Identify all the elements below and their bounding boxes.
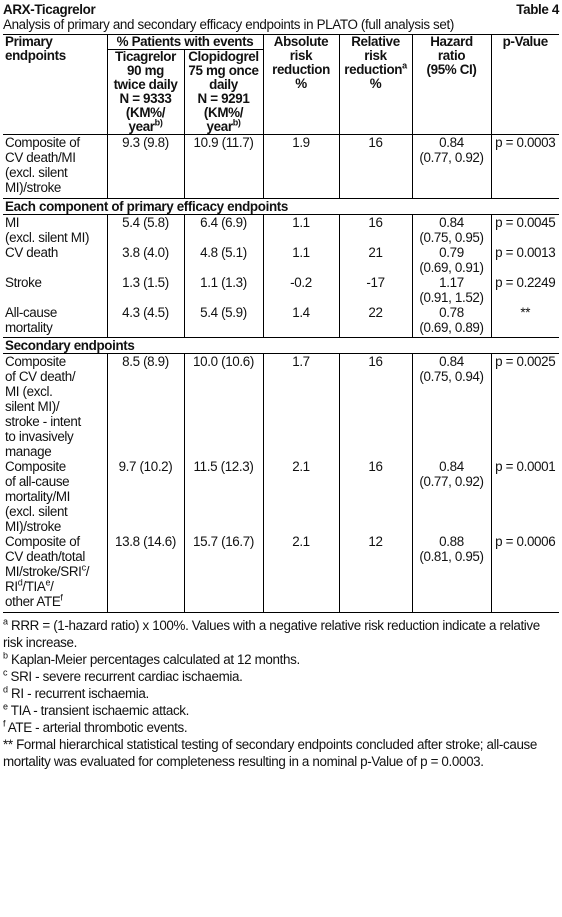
clopidogrel-cell: 10.9 (11.7) (184, 135, 263, 199)
rrr-cell: 16 (339, 459, 412, 534)
p-value-cell: ** (491, 305, 559, 338)
p-value-cell: p = 0.0001 (491, 459, 559, 534)
p-value-cell: p = 0.0025 (491, 354, 559, 460)
table-row (3, 245, 559, 275)
endpoint-cell: Composite of CV death/MI (excl. silent MI)/stroke (5, 135, 80, 195)
arr-cell: 2.1 (263, 534, 339, 613)
rrr-cell: 12 (339, 534, 412, 613)
section-heading-secondary: Secondary endpoints (3, 338, 559, 354)
endpoint-cell: Composite of CV death/ MI (excl. silent MI)/ stroke - intent to invasively manage (5, 354, 81, 459)
footnote: $^b$ Kaplan-Meier percentages calculated at 12 months. (3, 650, 300, 667)
table-caption: Analysis of primary and secondary efficacy endpoints in PLATO (full analysis set) (3, 17, 454, 32)
footnote: $^e$ TIA - transient ischaemic attack. (3, 701, 190, 718)
footnote: $^a$ RRR = (1-hazard ratio) x 100%. Values with a negative relative risk reduction indicate a relative risk increase. (3, 616, 540, 650)
hazard-ratio-cell: 0.84 (0.77, 0.92) (412, 459, 491, 534)
clopidogrel-cell: 1.1 (1.3) (184, 275, 263, 305)
section-heading-components: Each component of primary efficacy endpoints (3, 199, 559, 215)
clopidogrel-cell: 5.4 (5.9) (184, 305, 263, 338)
hazard-ratio-cell: 0.84 (0.75, 0.95) (412, 215, 491, 246)
table-row (3, 354, 559, 460)
hazard-ratio-cell: 0.84 (0.75, 0.94) (412, 354, 491, 460)
clopidogrel-cell: 15.7 (16.7) (184, 534, 263, 613)
rrr-cell: 22 (339, 305, 412, 338)
table-row (3, 459, 559, 534)
footnotes (3, 617, 559, 770)
col-header-hazard-ratio: Hazard ratio (95% CI) (412, 35, 491, 135)
arr-cell: 1.7 (263, 354, 339, 460)
footnote: ** Formal hierarchical statistical testing of secondary endpoints concluded after stroke; all-cause mortality was evaluated for completeness resulting in a nominal p-Value of p = 0.0003. (3, 737, 537, 769)
hazard-ratio-cell: 0.88 (0.81, 0.95) (412, 534, 491, 613)
rrr-cell: 16 (339, 215, 412, 246)
col-header-ticagrelor: Ticagrelor 90 mg twice daily N = 9333 (KM%/ year$^{b)}$ (107, 50, 184, 135)
arr-cell: 1.9 (263, 135, 339, 199)
endpoint-cell: All-cause mortality (5, 305, 57, 335)
endpoint-cell: CV death (5, 245, 59, 260)
hazard-ratio-cell: 1.17 (0.91, 1.52) (412, 275, 491, 305)
ticagrelor-cell: 5.4 (5.8) (107, 215, 184, 246)
footnote: $^d$ RI - recurrent ischaemia. (3, 684, 149, 701)
ticagrelor-cell: 13.8 (14.6) (107, 534, 184, 613)
table-row (3, 275, 559, 305)
ticagrelor-cell: 1.3 (1.5) (107, 275, 184, 305)
p-value-cell: p = 0.0045 (491, 215, 559, 246)
col-header-clopidogrel: Clopidogrel 75 mg once daily N = 9291 (KM%/ year$^{b)}$ (184, 50, 263, 135)
arr-cell: 2.1 (263, 459, 339, 534)
document-header (3, 2, 559, 17)
endpoint-cell: Stroke (5, 275, 42, 290)
arr-cell: -0.2 (263, 275, 339, 305)
hazard-ratio-cell: 0.84 (0.77, 0.92) (412, 135, 491, 199)
endpoint-cell: Composite of all-cause mortality/MI (excl. silent MI)/stroke (5, 459, 70, 534)
ticagrelor-cell: 9.7 (10.2) (107, 459, 184, 534)
arr-cell: 1.1 (263, 215, 339, 246)
p-value-cell: p = 0.0006 (491, 534, 559, 613)
rrr-cell: -17 (339, 275, 412, 305)
p-value-cell: p = 0.2249 (491, 275, 559, 305)
clopidogrel-cell: 4.8 (5.1) (184, 245, 263, 275)
document-title: ARX-Ticagrelor (3, 2, 96, 17)
table-number: Table 4 (516, 2, 559, 17)
col-header-relative-risk: Relative risk reduction$^a$ % (339, 35, 412, 135)
clopidogrel-cell: 11.5 (12.3) (184, 459, 263, 534)
clopidogrel-cell: 10.0 (10.6) (184, 354, 263, 460)
arr-cell: 1.4 (263, 305, 339, 338)
endpoint-cell: Composite of CV death/total MI/stroke/SRI$^c$/ $RI^d/TIA^e/$ other ATE$^f$ (5, 534, 90, 609)
col-header-absolute-risk: Absolute risk reduction % (263, 35, 339, 135)
ticagrelor-cell: 9.3 (9.8) (107, 135, 184, 199)
rrr-cell: 16 (339, 135, 412, 199)
table-row (3, 534, 559, 613)
p-value-cell: p = 0.0013 (491, 245, 559, 275)
footnote: $^c$ SRI - severe recurrent cardiac ischaemia. (3, 667, 243, 684)
p-value-cell: p = 0.0003 (491, 135, 559, 199)
rrr-cell: 21 (339, 245, 412, 275)
efficacy-table (3, 34, 559, 613)
ticagrelor-cell: 4.3 (4.5) (107, 305, 184, 338)
table-row (3, 215, 559, 246)
rrr-cell: 16 (339, 354, 412, 460)
arr-cell: 1.1 (263, 245, 339, 275)
col-header-patients-group: % Patients with events (107, 35, 263, 50)
col-header-endpoint: Primary endpoints (5, 34, 66, 63)
endpoint-cell: MI (excl. silent MI) (5, 215, 90, 245)
table-row (3, 135, 559, 199)
hazard-ratio-cell: 0.78 (0.69, 0.89) (412, 305, 491, 338)
ticagrelor-cell: 8.5 (8.9) (107, 354, 184, 460)
col-header-p-value: p-Value (491, 35, 559, 135)
clopidogrel-cell: 6.4 (6.9) (184, 215, 263, 246)
hazard-ratio-cell: 0.79 (0.69, 0.91) (412, 245, 491, 275)
footnote: $^f$ ATE - arterial thrombotic events. (3, 718, 188, 735)
ticagrelor-cell: 3.8 (4.0) (107, 245, 184, 275)
table-row (3, 305, 559, 338)
